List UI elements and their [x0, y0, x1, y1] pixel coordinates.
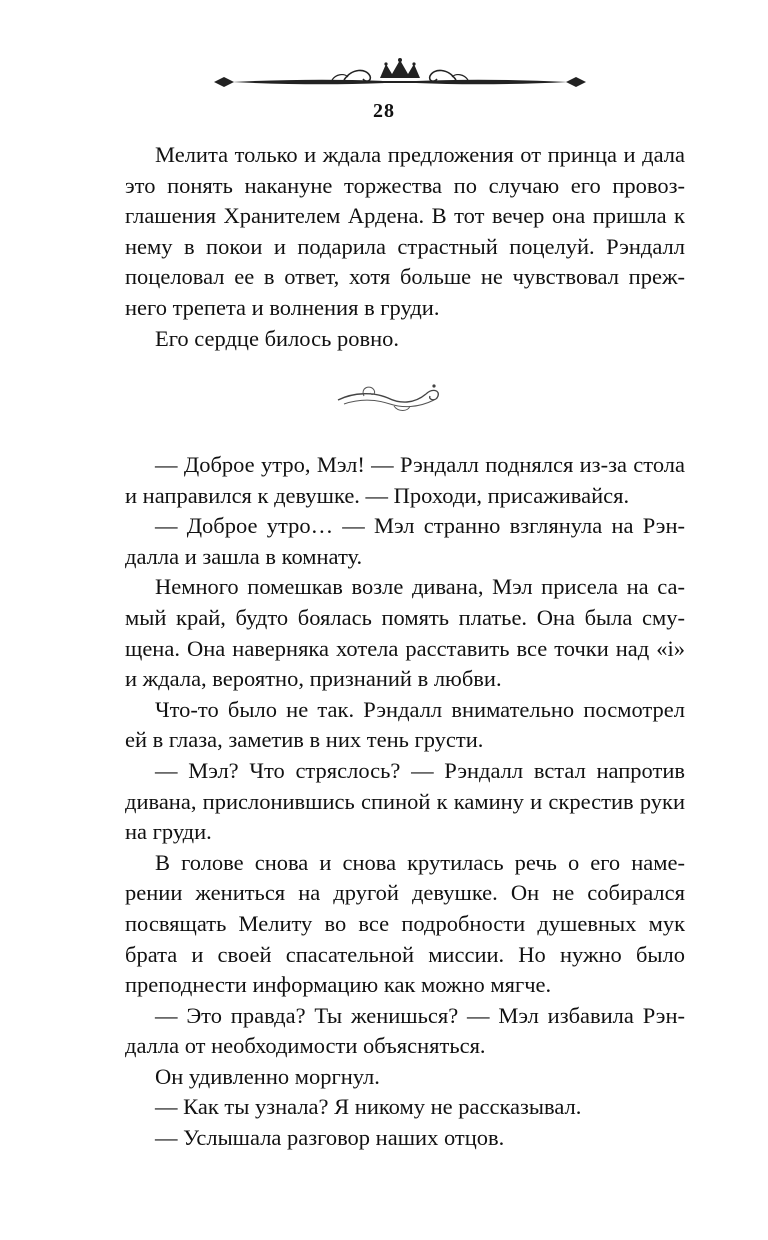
text-block-after-break — [125, 450, 685, 1154]
header-flourish-icon — [214, 56, 586, 98]
paragraph: Что-то было не так. Рэндалл внимательно посмотрел ей в глаза, заметив в них тень грусти. — [125, 696, 685, 753]
section-flourish-icon — [334, 378, 444, 418]
paragraph: — Услышала разговор наших отцов. — [155, 1125, 505, 1151]
paragraph: — Мэл? Что стряслось? — Рэндалл встал напротив дивана, прислонившись спиной к камину и скрестив руки на груди. — [125, 757, 685, 845]
paragraph: Мелита только и ждала предложения от принца и дала это понять накануне торжества по случаю его провозглашения Хранителем Ардена. В тот вечер она пришла к нему в покои и подарила страстный поцелуй. Рэндалл поцеловал ее в ответ, хотя больше не чувствовал прежнего трепета и волнения в груди. — [125, 142, 685, 320]
paragraph: Он удивленно моргнул. — [155, 1063, 380, 1089]
page-number: 28 — [373, 100, 395, 122]
paragraph: — Доброе утро, Мэл! — Рэндалл поднялся из-за стола и направился к девушке. — Проходи, присаживайся. — [125, 452, 685, 508]
paragraph: — Доброе утро… — Мэл странно взглянула на Рэндалла и зашла в комнату. — [125, 513, 685, 569]
paragraph: Немного помешкав возле дивана, Мэл присела на самый край, будто боялась помять платье. Она была смущена. Она наверняка хотела расставить все точки над «i» и ждала, вероятно, признаний в любви. — [125, 574, 685, 692]
paragraph: Его сердце билось ровно. — [155, 325, 400, 351]
paragraph: В голове снова и снова крутилась речь о его намерении жениться на другой девушке. Он не собирался посвящать Мелиту во все подробности душевных мук брата и своей спасательной миссии. Но нужно было преподнести информацию как можно мягче. — [125, 849, 685, 998]
paragraph: — Как ты узнала? Я никому не рассказывал. — [155, 1094, 582, 1120]
paragraph: — Это правда? Ты женишься? — Мэл избавила Рэндалла от необходимости объясняться. — [125, 1002, 685, 1059]
text-block-before-break — [125, 140, 685, 354]
